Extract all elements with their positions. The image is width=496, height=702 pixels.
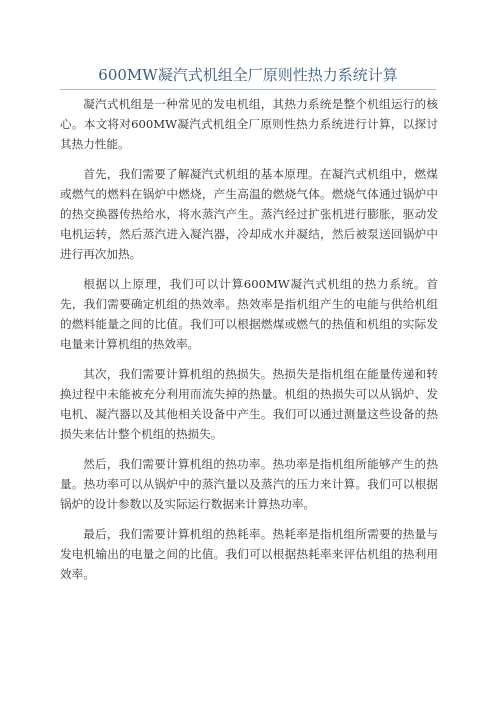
paragraph-heat-rate: 最后，我们需要计算机组的热耗率。热耗率是指机组所需要的热量与发电机输出的电量之间的比值。我们可以根据热耗率来评估机组的热利用效率。 (60, 527, 438, 581)
paragraph-intro: 凝汽式机组是一种常见的发电机组，其热力系统是整个机组运行的核心。本文将对600MW凝汽式机组全厂原则性热力系统进行计算，以探讨其热力性能。 (60, 97, 438, 151)
paragraph-principle: 首先，我们需要了解凝汽式机组的基本原理。在凝汽式机组中，燃煤或燃气的燃料在锅炉中燃烧，产生高温的燃烧气体。燃烧气体通过锅炉中的热交换器传热给水，将水蒸汽产生。蒸汽经过扩张机进行膨胀，驱动发电机运转，然后蒸汽进入凝汽器，冷却成水并凝结，然后被泵送回锅炉中进行再次加热。 (60, 167, 438, 261)
title-divider (60, 89, 436, 90)
paragraph-heat-loss: 其次，我们需要计算机组的热损失。热损失是指机组在能量传递和转换过程中未能被充分利用而流失掉的热量。机组的热损失可以从锅炉、发电机、凝汽器以及其他相关设备中产生。我们可以通过测量这些设备的热损失来估计整个机组的热损失。 (60, 367, 438, 441)
paragraph-heat-power: 然后，我们需要计算机组的热功率。热功率是指机组所能够产生的热量。热功率可以从锅炉中的蒸汽量以及蒸汽的压力来计算。我们可以根据锅炉的设计参数以及实际运行数据来计算热功率。 (60, 457, 438, 511)
document-title: 600MW凝汽式机组全厂原则性热力系统计算 (98, 66, 398, 84)
paragraph-efficiency: 根据以上原理，我们可以计算600MW凝汽式机组的热力系统。首先，我们需要确定机组的热效率。热效率是指机组产生的电能与供给机组的燃料能量之间的比值。我们可以根据燃煤或燃气的热值和机组的实际发电量来计算机组的热效率。 (60, 277, 438, 351)
document-body (60, 94, 438, 594)
